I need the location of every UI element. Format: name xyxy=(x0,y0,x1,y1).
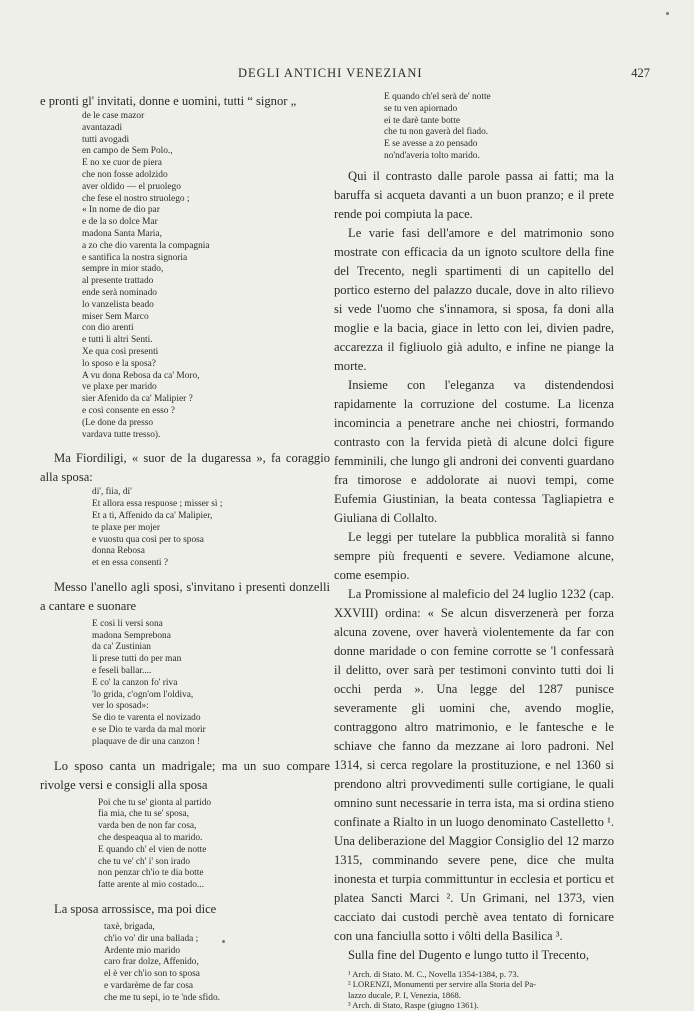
verse-line: donna Rebosa xyxy=(92,546,145,557)
verse-line: e tutti li altri Senti. xyxy=(82,335,153,346)
footnotes xyxy=(334,969,614,1011)
verse-line: E quando ch'el serà de' notte xyxy=(384,92,491,102)
page-header xyxy=(40,66,652,82)
footnote: lazzo ducale, P. I, Venezia, 1868. xyxy=(348,989,461,1000)
verse-line: « In nome de dio par xyxy=(82,205,160,216)
verse-line: che non fosse adolzido xyxy=(82,169,168,180)
verse-line: A vu dona Rebosa da ca' Moro, xyxy=(82,370,200,381)
verse-line: Et a ti, Affenido da ca' Malipier, xyxy=(92,510,213,521)
verse-line: E no xe cuor de piera xyxy=(82,158,162,169)
right-column xyxy=(334,92,614,1011)
verse-line: sier Afenido da ca' Malipier ? xyxy=(82,394,193,405)
verse-line: avantazadi xyxy=(82,122,123,133)
verse-line: che despeaqua al to marido. xyxy=(98,833,203,844)
paragraph: e pronti gl' invitati, donne e uomini, tutti “ signor „ xyxy=(40,94,297,108)
verse-line: tutti avogadi xyxy=(82,134,130,145)
paragraph: Le varie fasi dell'amore e del matrimonio sono mostrate con efficacia da un ignoto scultore della fine del Trecento, negli spartimenti di un capitello del portico esterno del palazzo ducale, dove in alto rilievo si vede l'uomo che s'innamora, si sposa, fa doni alla moglie e la bacia, giace in letto con lei, divien padre, accarezza il figliuolo già adulto, e infine ne piange la morte. xyxy=(334,225,614,373)
verse-line: lo sposo e la sposa? xyxy=(82,358,156,369)
verse-line: no'nd'averia tolto marido. xyxy=(384,150,480,161)
verse-line: madona Semprebona xyxy=(92,630,171,641)
paragraph: La Promissione al maleficio del 24 luglio 1232 (cap. XXVIII) ordina: « Se alcun disverzenerà per forza alcuna zovene, over haverà violentemente da far con donne maridade o con femine corrotte se 'l confessarà il delitto, over sarà per testimoni convinto tutti doi li occhi perda ». Una legge del 1287 punisce severamente gli uomini che, avendo moglie, contraggono altro matrimonio, e le fantesche e le schiave che fanno da mezzane ai loro padroni. Nel 1314, si cerca regolare la prostituzione, e nel 1360 si prendono altri provvedimenti sulle cortigiane, le quali omnino sunt necessarie in terra ista, ma si ordina stieno confinate a Rialto in un luogo denominato Castelletto ¹. Una deliberazione del Maggior Consiglio del 12 marzo 1315, comminando severe pene, dice che multa inonesta et turpia committuntur in ecclesia et porticu et platea Sancti Marci ². Un Grimani, nel 1373, vien cacciato dai custodi perchè avea tentato di fornicare con una fanciulla sotto i vôlti della Basilica ³. xyxy=(334,586,614,943)
verse-line: Se dio te varenta el novizado xyxy=(92,713,201,724)
verse-line: (Le done da presso xyxy=(82,417,154,428)
paragraph: Lo sposo canta un madrigale; ma un suo compare rivolge versi e consigli alla sposa xyxy=(40,758,330,792)
verse-line: taxè, brigada, xyxy=(104,922,155,933)
verse-block xyxy=(40,922,330,1005)
verse-block xyxy=(40,619,330,749)
verse-line: e vardarème de far cosa xyxy=(104,981,194,992)
verse-line: E co' la canzon fo' riva xyxy=(92,677,178,688)
verse-line: ve plaxe per marido xyxy=(82,382,157,393)
verse-line: da ca' Zustinian xyxy=(92,642,151,653)
verse-line: et en essa consenti ? xyxy=(92,558,169,569)
verse-line: madona Santa Maria, xyxy=(82,228,162,239)
verse-line: ver lo sposad»: xyxy=(92,701,149,712)
paragraph: Sulla fine del Dugento e lungo tutto il Trecento, xyxy=(348,947,590,962)
paragraph: La sposa arrossisce, ma poi dice xyxy=(54,902,217,917)
verse-line: 'lo grida, c'ogn'om l'oldiva, xyxy=(92,689,194,700)
verse-line: non penzar ch'io te dia botte xyxy=(98,868,204,879)
verse-line: E così li versi sona xyxy=(92,618,163,629)
verse-line: li prese tutti do per man xyxy=(92,654,182,665)
verse-line: e feseli ballar.... xyxy=(92,666,152,677)
page-speck xyxy=(666,12,669,15)
footnote: ² LORENZI, Monumenti per servire alla Storia del Pa- xyxy=(348,979,537,990)
verse-line: fatte arente al mio costado... xyxy=(98,880,204,891)
verse-line: te plaxe per mojer xyxy=(92,522,160,533)
verse-line: Et allora essa respuose ; misser sì ; xyxy=(92,499,223,510)
verse-line: miser Sem Marco xyxy=(82,311,149,322)
verse-line: con dio arenti xyxy=(82,323,134,334)
verse-line: e così consente en esso ? xyxy=(82,405,175,416)
verse-line: de le case mazor xyxy=(82,111,145,121)
verse-line: Xe qua così presenti xyxy=(82,346,159,357)
page-number: 427 xyxy=(631,66,650,80)
verse-line: sempre in mior stado, xyxy=(82,264,164,275)
verse-line: plaquave de dir una canzon ! xyxy=(92,736,201,747)
verse-line: che tu ve' ch' i' son irado xyxy=(98,856,191,867)
verse-line: che tu non gaverà del fiado. xyxy=(384,127,489,138)
verse-line: varda ben de non far cosa, xyxy=(98,821,197,832)
verse-line: e se Dio te varda da mal morir xyxy=(92,725,206,736)
page-speck xyxy=(222,940,225,943)
verse-line: ei te darè tante botte xyxy=(384,115,461,126)
verse-block xyxy=(40,487,330,570)
footnote: ³ Arch. di Stato, Raspe (giugno 1361). xyxy=(348,1000,479,1011)
verse-line: ch'io vo' dir una ballada ; xyxy=(104,933,199,944)
verse-line: al presente trattado xyxy=(82,276,154,287)
verse-block xyxy=(40,111,330,441)
verse-line: Poi che tu se' gionta al partido xyxy=(98,797,212,808)
paragraph: Le leggi per tutelare la pubblica moralità si fanno sempre più frequenti e severe. Vediamone alcune, come esempio. xyxy=(334,529,614,582)
paragraph: Messo l'anello agli sposi, s'invitano i presenti donzelli a cantare e suonare xyxy=(40,579,330,613)
verse-line: di', fiia, di' xyxy=(92,487,132,498)
verse-line: caro frar dolze, Affenido, xyxy=(104,957,199,968)
verse-line: vardava tutte tresso). xyxy=(82,429,161,440)
running-title: DEGLI ANTICHI VENEZIANI xyxy=(238,66,423,80)
footnote: ¹ Arch. di Stato. M. C., Novella 1354-1384, p. 73. xyxy=(348,968,519,979)
paragraph: Insieme con l'eleganza va distendendosi rapidamente la corruzione del costume. La licenza incomincia a penetrare anche nei chiostri, formando contrasto con la fervida pietà di alcune dolci figure femminili, che lungo gli androni dei conventi guardano fra timorose e addolorate ai nuovi tempi, come Eufemia Giustinian, la beata contessa Tagliapietra e Giuliana di Collalto. xyxy=(334,377,614,525)
verse-line: che fese el nostro struolego ; xyxy=(82,193,190,204)
left-column xyxy=(40,92,330,1005)
paragraph: Ma Fiordiligi, « suor de la dugaressa », fa coraggio alla sposa: xyxy=(40,451,330,485)
verse-line: ende serà nominado xyxy=(82,287,157,298)
verse-line: en campo de Sem Polo., xyxy=(82,146,173,157)
verse-line: E quando ch' el vien de notte xyxy=(98,844,207,855)
verse-line: el è ver ch'io son to sposa xyxy=(104,969,200,980)
verse-line: fia mia, che tu se' sposa, xyxy=(98,809,189,820)
verse-line: a zo che dio varenta la compagnia xyxy=(82,240,210,251)
verse-line: se tu ven apiornado xyxy=(384,103,458,114)
verse-line: Ardente mio marido xyxy=(104,945,181,956)
verse-line: e de la so dolce Mar xyxy=(82,217,158,228)
verse-block xyxy=(40,798,330,892)
verse-line: lo vanzelista beado xyxy=(82,299,154,310)
verse-line: che me tu sepi, io te 'nde sfido. xyxy=(104,992,220,1003)
verse-line: E se avesse a zo pensado xyxy=(384,139,478,150)
verse-block xyxy=(334,92,614,163)
verse-line: e santifica la nostra signoria xyxy=(82,252,188,263)
verse-line: aver oldido — el pruolego xyxy=(82,181,181,192)
paragraph: Qui il contrasto dalle parole passa ai fatti; ma la baruffa si acqueta davanti a un buon pranzo; e il prete rende poi compiuta la pace. xyxy=(334,168,614,221)
verse-line: e vuostu qua così per to sposa xyxy=(92,534,204,545)
